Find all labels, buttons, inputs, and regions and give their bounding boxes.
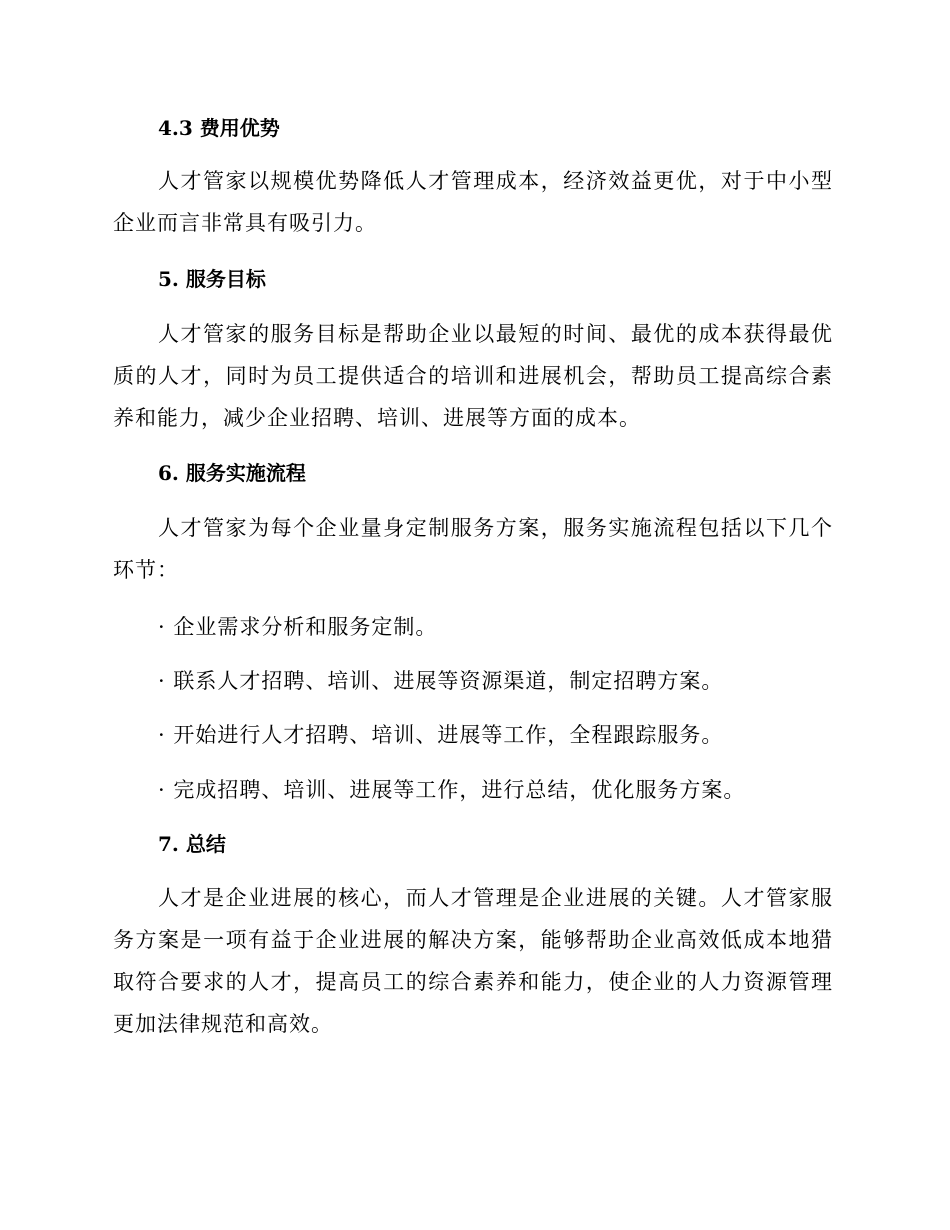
- section-paragraph-7: 人才是企业进展的核心，而人才管理是企业进展的关键。人才管家服务方案是一项有益于企业进展的解决方案，能够帮助企业高效低成本地猎取符合要求的人才，提高员工的综合素养和能力，使企业的人力资源管理更加法律规范和高效。: [113, 886, 833, 1036]
- list-item: · 联系人才招聘、培训、进展等资源渠道，制定招聘方案。: [158, 669, 724, 693]
- list-item: · 完成招聘、培训、进展等工作，进行总结，优化服务方案。: [158, 778, 746, 802]
- list-item: · 开始进行人才招聘、培训、进展等工作，全程跟踪服务。: [158, 723, 724, 747]
- section-heading-4-3: 4.3 费用优势: [158, 116, 280, 140]
- list-item: · 企业需求分析和服务定制。: [158, 615, 438, 639]
- section-paragraph-5: 人才管家的服务目标是帮助企业以最短的时间、最优的成本获得最优质的人才，同时为员工提供适合的培训和进展机会，帮助员工提高综合素养和能力，减少企业招聘、培训、进展等方面的成本。: [113, 322, 833, 430]
- section-heading-5: 5. 服务目标: [158, 267, 266, 291]
- section-paragraph-4-3: 人才管家以规模优势降低人才管理成本，经济效益更优，对于中小型企业而言非常具有吸引力。: [113, 169, 833, 235]
- section-paragraph-6: 人才管家为每个企业量身定制服务方案，服务实施流程包括以下几个环节：: [113, 516, 833, 582]
- section-heading-6: 6. 服务实施流程: [158, 461, 306, 485]
- section-heading-7: 7. 总结: [158, 832, 226, 856]
